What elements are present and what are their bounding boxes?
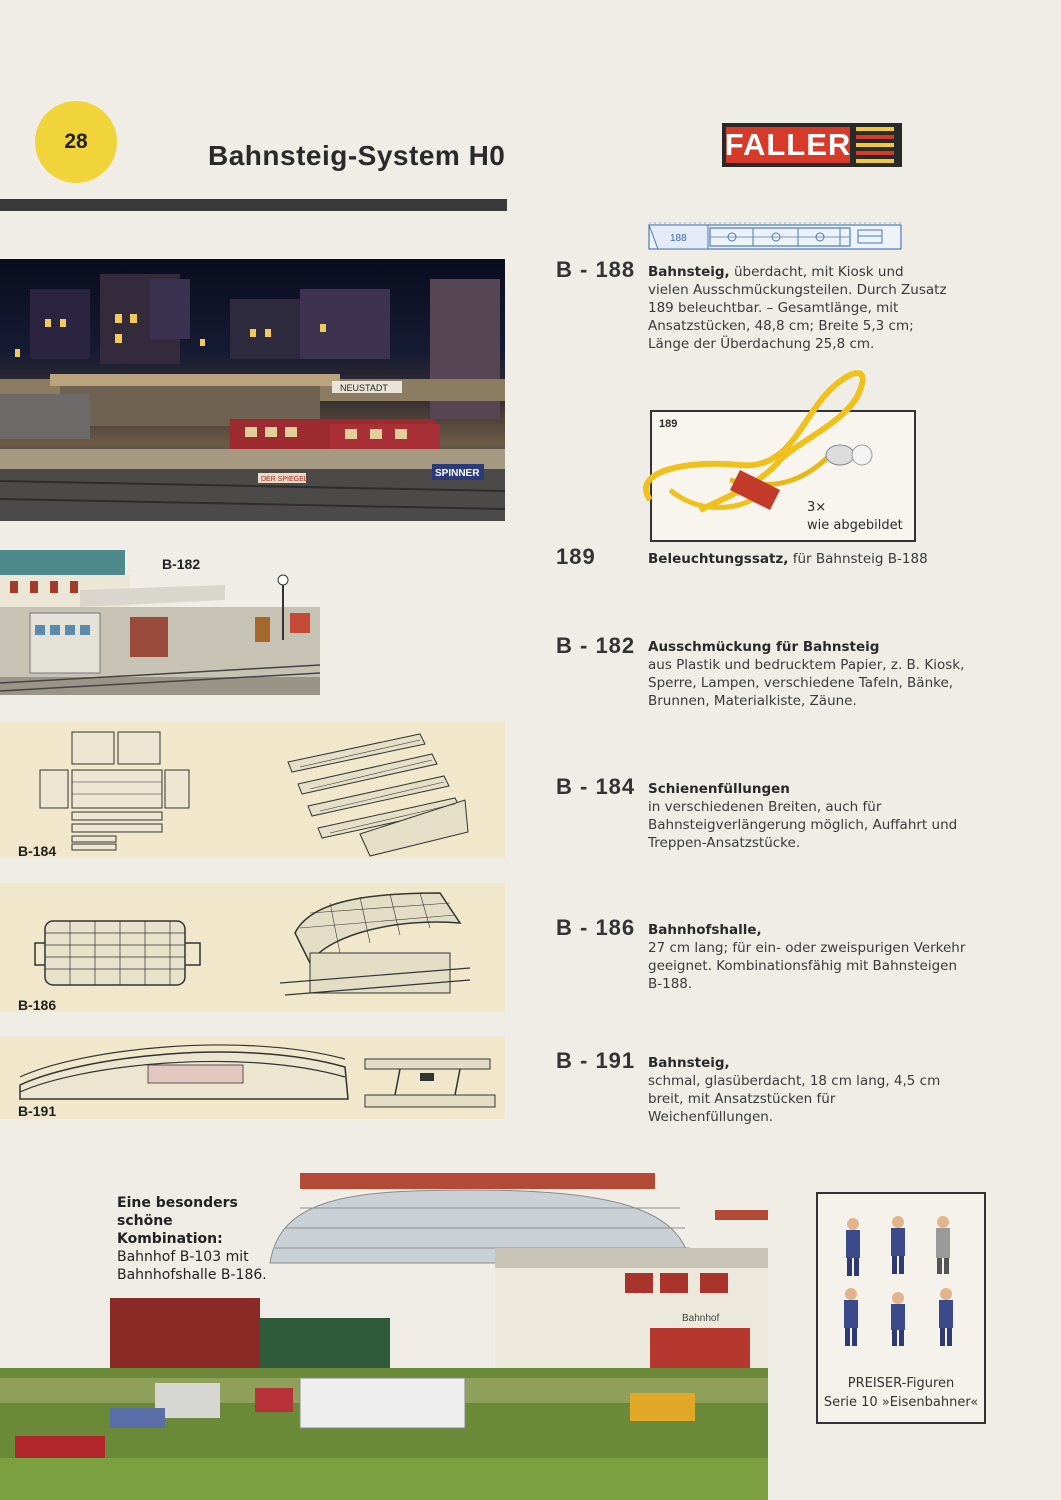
platform-night-photo [0, 259, 505, 521]
page-title: Bahnsteig-System H0 [208, 140, 506, 171]
b191-platform-illustration [0, 1037, 505, 1119]
box-note-text: wie abgebildet [807, 518, 903, 533]
text-b186: 27 cm lang; für ein- oder zweispurigen Verkehr geeignet. Kombinationsfähig mit Bahnsteigen B-188. [648, 940, 966, 992]
b191-panel [0, 1037, 505, 1119]
text-b182: aus Plastik und bedrucktem Papier, z. B. Kiosk, Sperre, Lampen, verschiedene Tafeln, Bänke, Brunnen, Materialkiste, Zäune. [648, 657, 965, 709]
diagram-label-188: 188 [670, 233, 687, 244]
lighting-cable-illustration [630, 360, 890, 535]
text-b184: in verschiedenen Breiten, auch für Bahnsteigverlängerung möglich, Auffahrt und Treppen-Ansatzstücke. [648, 799, 958, 851]
text-b191: schmal, glasüberdacht, 18 cm lang, 4,5 cm breit, mit Ansatzstücken für Weichenfüllungen. [648, 1073, 941, 1125]
combination-caption [117, 1194, 267, 1284]
name-b184: Schienenfüllungen [648, 781, 790, 797]
desc-b186 [648, 921, 968, 993]
name-b188: Bahnsteig, [648, 264, 730, 280]
b182-accessories-photo [0, 545, 320, 695]
label-b182: B-182 [162, 556, 201, 572]
text-189: für Bahnsteig B-188 [788, 551, 928, 567]
logo-text: FALLER [724, 127, 852, 162]
label-b186: B-186 [18, 997, 57, 1013]
box-label-189: 189 [659, 418, 678, 430]
code-b182: B - 182 [556, 633, 636, 658]
page-number-badge [35, 101, 117, 183]
figures-line-2: Serie 10 »Eisenbahner« [823, 1395, 979, 1410]
night-scene-illustration [0, 259, 505, 521]
faller-logo [722, 123, 902, 167]
b186-station-hall-illustration [0, 883, 505, 1011]
station-combination-scene [0, 1168, 768, 1500]
desc-189 [648, 550, 968, 568]
combo-line-4: Bahnhof B-103 mit [117, 1249, 249, 1265]
box-note-count: 3× [807, 500, 827, 515]
b186-panel [0, 883, 505, 1011]
desc-b184 [648, 780, 968, 852]
railway-staff-figures [818, 1194, 984, 1354]
figures-line-1: PREISER-Figuren [847, 1376, 955, 1391]
desc-b191 [648, 1054, 948, 1126]
combo-line-2: schöne [117, 1213, 173, 1229]
code-b188: B - 188 [556, 257, 636, 282]
name-b186: Bahnhofshalle, [648, 922, 762, 938]
b184-track-fill-illustration [0, 722, 505, 858]
combo-line-5: Bahnhofshalle B-186. [117, 1267, 267, 1283]
figures-caption [818, 1374, 984, 1412]
logo-stripes [856, 127, 894, 163]
code-b191: B - 191 [556, 1048, 636, 1073]
page-number: 28 [64, 130, 88, 153]
combination-photo [0, 1168, 768, 1500]
sign-spinner: SPINNER [435, 468, 480, 479]
sign-neustadt: NEUSTADT [340, 383, 388, 393]
combo-line-3: Kombination: [117, 1231, 223, 1247]
combo-line-1: Eine besonders [117, 1195, 238, 1211]
sign-spiegel: DER SPIEGEL [261, 476, 308, 483]
label-b191: B-191 [18, 1103, 57, 1119]
code-b186: B - 186 [556, 915, 636, 940]
title-rule [0, 199, 507, 211]
sign-bahnhof: Bahnhof [682, 1313, 720, 1324]
name-b191: Bahnsteig, [648, 1055, 730, 1071]
platform-188-diagram [648, 220, 903, 252]
b184-panel [0, 722, 505, 858]
desc-b188 [648, 263, 948, 353]
preiser-figures-box [816, 1192, 986, 1424]
code-189: 189 [556, 544, 596, 569]
name-189: Beleuchtungssatz, [648, 551, 789, 567]
name-b182: Ausschmückung für Bahnsteig [648, 639, 880, 655]
desc-b182 [648, 638, 968, 710]
text-b188: überdacht, mit Kiosk und vielen Ausschmückungsteilen. Durch Zusatz 189 beleuchtbar. – Gesamtlänge, mit Ansatzstücken, 48,8 cm; Breite 5,3 cm; Länge der Überdachung 25,8 cm. [648, 264, 947, 352]
code-b184: B - 184 [556, 774, 636, 799]
label-b184: B-184 [18, 843, 57, 859]
